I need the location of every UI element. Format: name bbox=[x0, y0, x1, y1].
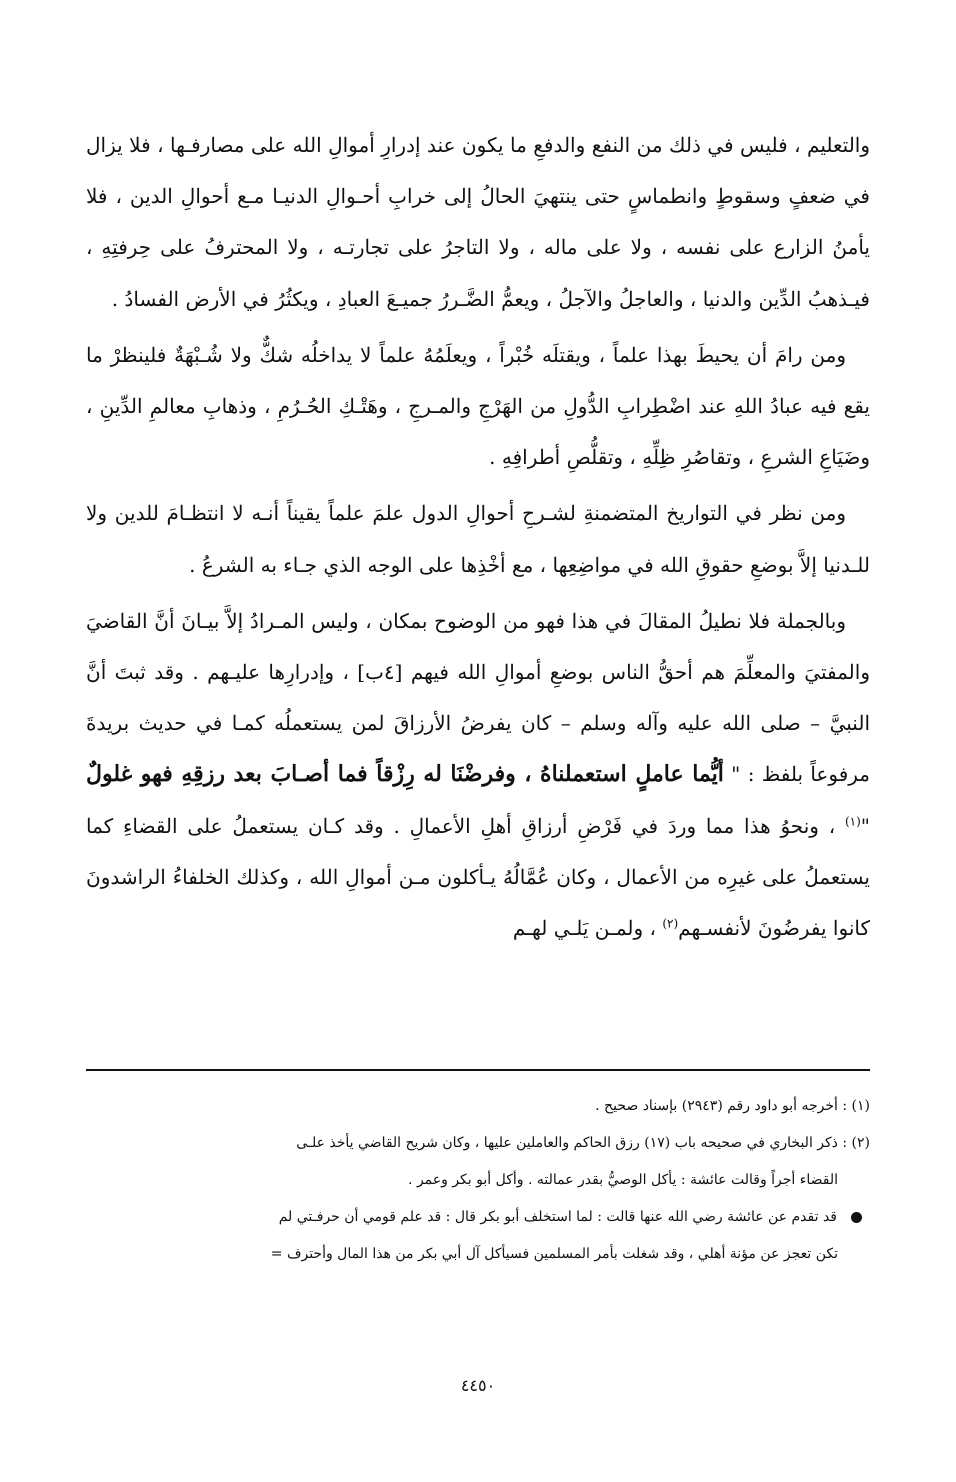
footnote-1: (١) : أخرجه أبو داود رقم (٢٩٤٣) بإسناد صحيح . bbox=[595, 1098, 870, 1114]
footnotes bbox=[86, 1088, 870, 1273]
bullet-note-text-1: قد تقدم عن عائشة رضي الله عنها قالت : لما استخلف أبو بكر قال : قد علم قومي أن حرفـتي لم bbox=[278, 1209, 837, 1225]
hadith-quote: أيُّما عاملٍ استعملناهُ ، وفرضْنَا له رِزْقاً فما أصـابَ بعد رزقِهِ فهو غلولٌ bbox=[86, 761, 724, 788]
footnote-2-line-1: (٢) : ذكر البخاري في صحيحه باب (١٧) رزق الحاكم والعاملين عليها ، وكان شريح القاضي يأخذ علـى bbox=[296, 1135, 870, 1151]
page-number: ٤٤٥٠ bbox=[460, 1376, 496, 1395]
footnote-2-line-2 bbox=[86, 1162, 870, 1199]
paragraph-4-text-d: ، ولمـن يَلـي لهـم bbox=[512, 916, 663, 941]
paragraph-4-text-a: وبالجملة فلا نطيلُ المقالَ في هذا فهو من الوضوح بمكان ، وليس المـرادُ إلاَّ بيـانَ أنَّ القاضيَ والمفتيَ والمعلِّمَ هم أحقُّ الناس بوضعِ أموالِ الله فيهم [٤ب] ، وإدرارِها عليـهم . وقد ثبتَ أنَّ النبيَّ – صلى الله عليه وآله وسلم – كان يفرضُ الأرزاقَ لمن يستعملُه كمـا في حديث بريدةَ مرفوعاً بلفظ : " bbox=[86, 608, 870, 787]
paragraph-4-text-c: ، ونحوُ هذا مما وردَ في فَرْضِ أرزاقِ أهلِ الأعمالِ . وقد كـان يستعملُ على القضاءِ كما يستعملُ على غيرِه من الأعمال ، وكان عُمَّالُهُ يـأكلون مـن أموالِ الله ، وكذلك الخلفاءُ الراشدونَ كانوا يفرضُونَ لأنفسـهم bbox=[86, 813, 870, 941]
paragraph-2-text: ومن رامَ أن يحيطَ بهذا علماً ، ويقتلَه خُبْراً ، ويعلَمُهُ علماً لا يداخلُه شكٌّ ولا شُـبْهَةٌ فلينظرْ ما يقع فيه عبادُ اللهِ عند اضْطِرابِ الدُّولِ من الهَرْجِ والمـرجِ ، وهَتْـكِ الحُـرُمِ ، وذهابِ معالمِ الدِّينِ ، وضَيَاعِ الشرعِ ، وتقاصُرِ ظِلِّهِ ، وتقلُّصِ أطرافِهِ . bbox=[86, 342, 870, 470]
paragraph-2 bbox=[86, 330, 870, 484]
paragraph-4 bbox=[86, 596, 870, 954]
footnote-2-line-2-text: القضاء أجراً وقالت عائشة : يأكل الوصيُّ بقدر عمالته . وأكل أبو بكر وعمر . bbox=[408, 1172, 838, 1188]
paragraph-3 bbox=[86, 488, 870, 590]
paragraph-4-text-b: " bbox=[860, 813, 870, 838]
footnote-ref-2[interactable]: (٢) bbox=[662, 916, 679, 931]
paragraph-1 bbox=[86, 120, 870, 325]
footnote-ref-1[interactable]: (١) bbox=[844, 813, 861, 828]
main-text bbox=[86, 120, 870, 954]
paragraph-1-text: والتعليم ، فليس في ذلك من النفع والدفعِ ما يكون عند إدرارِ أموالِ الله على مصارفـها ، فلا يزال في ضعفٍ وسقوطٍ وانطماسٍ حتى ينتهيَ الحالُ إلى خرابِ أحـوالِ الدنيـا مـع أحوالِ الدين ، فلا يأمنُ الزارع على نفسه ، ولا على ماله ، ولا التاجرُ على تجارتـه ، ولا المحترفُ على حِرفتِهِ ، فيـذهبُ الدِّين والدنيا ، والعاجلُ والآجلُ ، ويعمُّ الضَّـررُ جميـعَ العبادِ ، ويكثُرُ في الأرض الفسادُ . bbox=[86, 133, 870, 311]
paragraph-3-text: ومن نظر في التواريخ المتضمنةِ لشـرحِ أحوالِ الدول علمَ علماً يقيناً أنـه لا انتظـامَ للدين ولا للـدنيا إلاَّ بوضعِ حقوقِ الله في مواضِعِها ، مع أخْذِها على الوجه الذي جـاء به الشرعُ . bbox=[86, 501, 870, 577]
footnote-separator bbox=[86, 1069, 870, 1071]
bullet-note-text-2: تكن تعجز عن مؤنة أهلي ، وقد شغلت بأمر المسلمين فسيأكل آل أبي بكر من هذا المال وأحترف = bbox=[270, 1246, 838, 1262]
bullet-note-line-1 bbox=[86, 1199, 870, 1236]
bullet-note-line-2 bbox=[86, 1236, 870, 1273]
bullet-icon bbox=[851, 1212, 862, 1223]
